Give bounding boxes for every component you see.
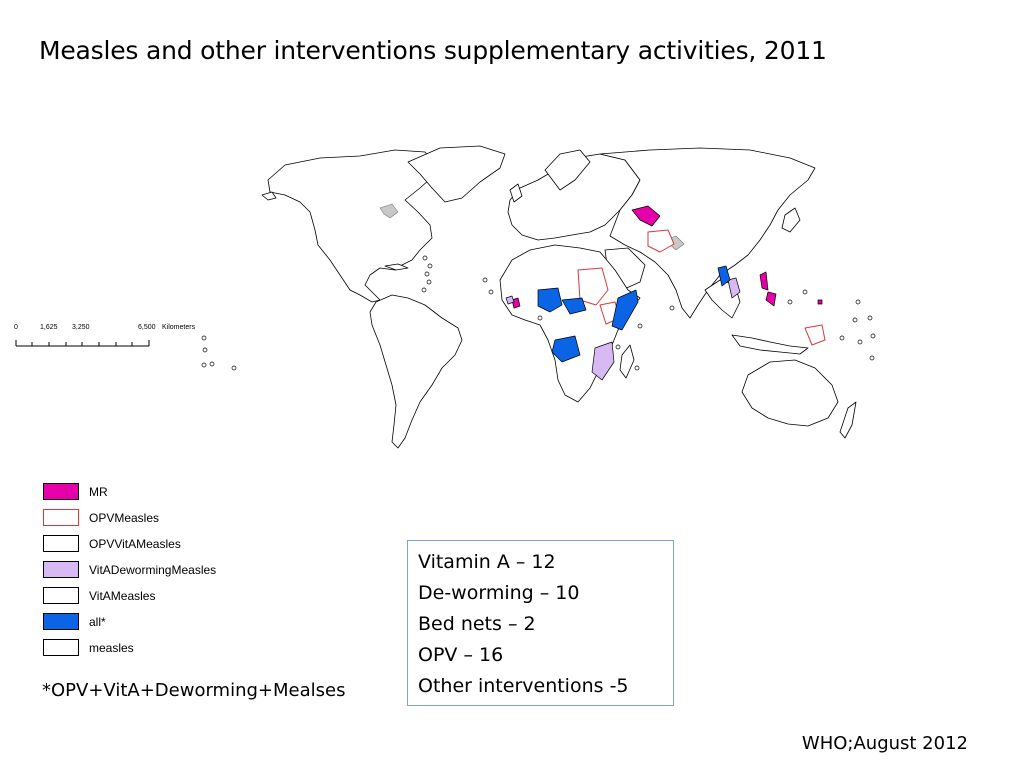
- white-swatch: [43, 587, 79, 604]
- alaska-islands: [262, 192, 276, 200]
- island-marker: [232, 366, 236, 370]
- island-marker: [425, 272, 429, 276]
- island-marker: [210, 362, 214, 366]
- legend-footnote: *OPV+VitA+Deworming+Mealses: [42, 680, 346, 701]
- legend-label: MR: [89, 485, 108, 499]
- island-marker: [538, 316, 542, 320]
- island-marker: [638, 324, 642, 328]
- legend-label: OPVMeasles: [89, 511, 160, 525]
- legend-label: VitADewormingMeasles: [89, 563, 217, 577]
- page-title: Measles and other interventions supplementary activities, 2011: [39, 36, 827, 65]
- lavender-fill-swatch: [43, 561, 79, 578]
- stat-vitamin-a: Vitamin A – 12: [418, 551, 556, 573]
- stat-opv: OPV – 16: [418, 644, 504, 666]
- white-swatch: [43, 535, 79, 552]
- scale-bar: [12, 324, 212, 354]
- stat-other-interventions: Other interventions -5: [418, 675, 629, 697]
- island-marker: [853, 318, 857, 322]
- indonesia-islands: [732, 335, 808, 354]
- stat-bed-nets: Bed nets – 2: [418, 613, 536, 635]
- island-marker: [871, 334, 875, 338]
- stat-de-worming: De-worming – 10: [418, 582, 580, 604]
- north-america-landmass: [268, 150, 440, 302]
- legend-label: all*: [89, 615, 106, 629]
- scale-ruler: [12, 324, 212, 354]
- island-marker: [422, 288, 426, 292]
- island-marker: [423, 256, 427, 260]
- island-marker: [868, 316, 872, 320]
- island-marker: [202, 363, 206, 367]
- island-marker: [616, 345, 620, 349]
- japan: [782, 208, 800, 232]
- island-marker: [870, 356, 874, 360]
- scale-tick-label: 0: [14, 324, 18, 331]
- scale-tick-label: 6,500: [138, 324, 156, 331]
- interventions-summary-box: [407, 540, 674, 706]
- south-america-landmass: [370, 295, 462, 448]
- island-marker: [635, 366, 639, 370]
- philippines-mr: [760, 272, 776, 306]
- island-marker: [840, 336, 844, 340]
- scale-tick-label: 1,625: [40, 324, 58, 331]
- source-credit: WHO;August 2012: [801, 733, 968, 754]
- red-outline-swatch: [43, 509, 79, 526]
- island-marker: [428, 264, 432, 268]
- island-marker: [856, 300, 860, 304]
- island-marker: [858, 340, 862, 344]
- island-marker: [483, 278, 487, 282]
- island-marker: [803, 290, 807, 294]
- scale-unit-label: Kilometers: [162, 324, 196, 331]
- white-swatch: [43, 639, 79, 656]
- blue-fill-swatch: [43, 613, 79, 630]
- scale-tick-label: 3,250: [72, 324, 90, 331]
- legend-label: OPVVitAMeasles: [89, 537, 181, 551]
- new-zealand: [840, 402, 856, 438]
- legend-label: VitAMeasles: [89, 589, 156, 603]
- papua-new-guinea-opvmeasles: [805, 325, 825, 345]
- island-marker: [489, 290, 493, 294]
- world-map: [0, 140, 1024, 460]
- mozambique-vitadeworming: [592, 342, 614, 380]
- magenta-fill-swatch: [43, 483, 79, 500]
- legend-label: measles: [89, 641, 134, 655]
- papua-mr: [818, 300, 822, 304]
- island-marker: [670, 306, 674, 310]
- madagascar: [620, 345, 634, 378]
- island-marker: [427, 280, 431, 284]
- australia: [742, 360, 838, 426]
- island-marker: [788, 300, 792, 304]
